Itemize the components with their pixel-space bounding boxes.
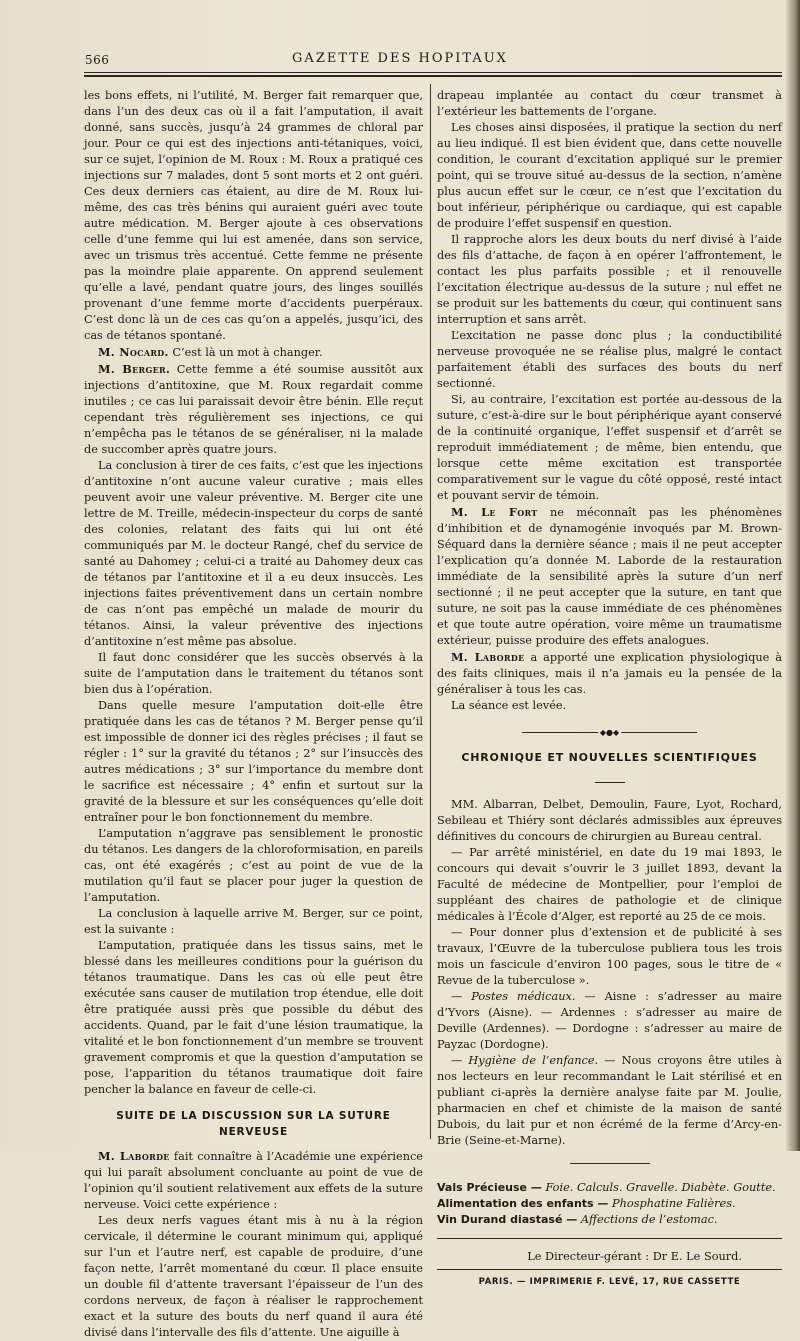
advertisement-line bbox=[437, 1212, 782, 1228]
news-item bbox=[437, 1053, 782, 1149]
speaker-name: M. Berger. bbox=[98, 362, 171, 376]
page-edge-shadow bbox=[786, 0, 800, 1151]
paragraph: Si, au contraire, l’excitation est portée au-dessous de la suture, c’est-à-dire sur le bout périphérique ayant conservé de la continuité organique, l’effet suspensif et d’arrêt se reproduit immédiatement ; de même, bien entendu, que lorsque cette même excitation est transportée comparativement sur le vague du côté opposé, resté intact et pouvant servir de témoin. bbox=[437, 393, 782, 502]
header-rule-thick bbox=[84, 75, 782, 77]
news-item: — Par arrêté ministériel, en date du 19 mai 1893, le concours qui devait s’ouvrir le 3 juillet 1893, devant la Faculté de médecine de Montpellier, pour l’emploi de suppléant des chaires de pathologie et de clinique médicales à l’École d’Alger, est reporté au 25 de ce mois. bbox=[437, 846, 782, 923]
footer-rule bbox=[437, 1238, 782, 1239]
ad-product: Alimentation des enfants — bbox=[437, 1197, 609, 1210]
divider-rule bbox=[570, 1163, 650, 1164]
paragraph: L’excitation ne passe donc plus ; la conductibilité nerveuse provoquée ne se réalise plus, malgré le contact parfaitement établi des surfaces des bouts du nerf sectionné. bbox=[437, 329, 782, 390]
paragraph bbox=[437, 649, 782, 698]
paragraph: L’amputation, pratiquée dans les tissus sains, met le blessé dans les meilleures conditions pour la guérison du tétanos traumatique. Dans les cas où elle peut être exécutée sans causer de mutilation trop étendue, elle doit être pratiquée aussi près que possible du début des accidents. Quand, par le fait d’une lésion traumatique, la vitalité et le bon fonctionnement d’un membre se trouvent gravement compromis et que la question d’amputation se pose, l’apparition du tétanos traumatique doit faire pencher la balance en faveur de celle-ci. bbox=[84, 939, 423, 1096]
paragraph: La conclusion à laquelle arrive M. Berger, sur ce point, est la suivante : bbox=[84, 907, 423, 936]
ad-description: Affections de l’estomac. bbox=[577, 1213, 718, 1226]
news-item-title: — Hygiène de l’enfance. bbox=[451, 1054, 599, 1067]
ad-description: Phosphatine Falières. bbox=[608, 1197, 736, 1210]
advertisement-line bbox=[437, 1196, 782, 1212]
page-number: 566 bbox=[85, 53, 110, 67]
director-signature: Le Directeur-gérant : Dr E. Le Sourd. bbox=[527, 1250, 742, 1263]
paragraph: drapeau implantée au contact du cœur transmet à l’extérieur les battements de l’organe. bbox=[437, 89, 782, 118]
header-rule bbox=[84, 72, 782, 73]
ad-product: Vals Précieuse — bbox=[437, 1181, 542, 1194]
paragraph: Les deux nerfs vagues étant mis à nu à la région cervicale, il détermine le courant minimum qui, appliqué sur l’un et l’autre nerf, est capable de produire, d’une façon nette, l’arrêt momentané du cœur. Il place ensuite un double fil d’attente traversant l’épaisseur de l’un des cordons nerveux, de façon à réaliser le rapprochement exact et la suture des bouts du nerf quand il aura été divisé dans l’intervalle des fils d’attente. Une aiguille à bbox=[84, 1214, 423, 1339]
paragraph: Les choses ainsi disposées, il pratique la section du nerf au lieu indiqué. Il est bien évident que, dans cette nouvelle condition, le courant d’excitation appliqué sur le premier point, qui se trouve situé au-dessus de la section, n’amène plus aucun effet sur le cœur, ce n’est que l’excitation du bout inférieur, périphérique ou cardiaque, qui est capable de produire l’effet suspensif en question. bbox=[437, 121, 782, 230]
paragraph: Il faut donc considérer que les succès observés à la suite de l’amputation dans le traitement du tétanos sont bien dus à l’opération. bbox=[84, 651, 423, 696]
paragraph bbox=[84, 1148, 423, 1213]
news-item-title: — Postes médicaux. bbox=[451, 990, 576, 1003]
paragraph: La séance est levée. bbox=[451, 699, 567, 712]
right-column bbox=[437, 88, 782, 1290]
speaker-name: M. Le Fort bbox=[451, 505, 538, 519]
paragraph: L’amputation n’aggrave pas sensiblement le pronostic du tétanos. Les dangers de la chloroformisation, en pareils cas, ont été exagérés ; c’est au point de vue de la mutilation qu’il faut se placer pour juger la question de l’amputation. bbox=[84, 827, 423, 904]
news-item: — Pour donner plus d’extension et de publicité à ses travaux, l’Œuvre de la tuberculose publiera tous les trois mois un fascicule d’environ 100 pages, sous le titre de « Revue de la tuberculose ». bbox=[437, 926, 782, 987]
speaker-name: M. Laborde bbox=[451, 650, 525, 664]
paragraph bbox=[84, 361, 423, 458]
paragraph: les bons effets, ni l’utilité, M. Berger fait remarquer que, dans l’un des deux cas où il a fait l’amputation, il avait donné, sans succès, jusqu’à 24 grammes de chloral par jour. Pour ce qui est des injections anti-tétaniques, voici, sur ce sujet, l’opinion de M. Roux : M. Roux a pratiqué ces injections sur 7 malades, dont 5 sont morts et 2 ont guéri. Ces deux derniers cas étaient, au dire de M. Roux lui-même, des cas très bénins qui auraient guéri avec toute autre médication. M. Berger ajoute à ces observations celle d’une femme qui lui est amenée, dans son service, avec un trismus très accentué. Cette femme ne présente pas la moindre plaie apparente. On apprend seulement qu’elle a lavé, pendant quatre jours, des linges souillés provenant d’une femme morte d’accidents puerpéraux. C’est donc là un de ces cas qu’on a appelés, jusqu’ici, des cas de tétanos spontané. bbox=[84, 89, 423, 342]
left-column bbox=[84, 88, 423, 1341]
paragraph-text: fait connaître à l’Académie une expérience qui lui paraît absolument concluante au point de vue de l’opinion qu’il soutient relativement aux effets de la suture nerveuse. Voici cette expérience : bbox=[84, 1150, 423, 1211]
speaker-name: M. Nocard. bbox=[98, 345, 169, 359]
column-divider bbox=[430, 84, 431, 1139]
news-item-text: — Aisne : s’adresser au maire d’Yvors (Aisne). — Ardennes : s’adresser au maire de Deville (Ardennes). — Dordogne : s’adresser au maire de Payzac (Dordogne). bbox=[437, 990, 782, 1051]
paragraph: Dans quelle mesure l’amputation doit-elle être pratiquée dans les cas de tétanos ? M. Berger pense qu’il est impossible de donner ici des règles précises ; il faut se régler : 1° sur la gravité du tétanos ; 2° sur l’insuccès des autres médications ; 3° sur l’importance du membre dont le sacrifice est nécessaire ; 4° enfin et surtout sur la gravité de la blessure et sur les conséquences qu’elle doit entraîner pour le bon fonctionnement du membre. bbox=[84, 699, 423, 824]
footer-rule bbox=[437, 1269, 782, 1270]
news-item: MM. Albarran, Delbet, Demoulin, Faure, Lyot, Rochard, Sebileau et Thiéry sont déclarés admissibles aux épreuves définitives du concours de chirurgien au Bureau central. bbox=[437, 798, 782, 843]
chronique-heading: CHRONIQUE ET NOUVELLES SCIENTIFIQUES bbox=[461, 751, 758, 764]
paragraph-text: C’est là un mot à changer. bbox=[168, 346, 323, 359]
news-item-text: — Nous croyons être utiles à nos lecteurs en leur recommandant le Lait stérilisé et en publiant ci-après la dernière analyse faite par M. Joulie, pharmacien en chef et chimiste de la maison de santé Dubois, du lait pur et non écrémé de la ferme d’Arcy-en-Brie (Seine-et-Marne). bbox=[437, 1054, 782, 1147]
paragraph-text: a apporté une explication physiologique à des faits cliniques, mais il n’a jamais eu la pensée de la généraliser à tous les cas. bbox=[437, 651, 782, 696]
paragraph-text: ne méconnaît pas les phénomènes d’inhibition et de dynamogénie invoqués par M. Brown-Séquard dans la dernière séance ; mais il ne peut accepter l’explication qu’a donnée M. Laborde de la restauration immédiate de la sensibilité après la suture d’un nerf sectionné ; il ne peut accepter que la suture, en tant que suture, ne soit pas la cause immédiate de ces phénomènes et que toute autre opération, voire même un traumatisme extérieur, puisse produire des effets analogues. bbox=[437, 506, 783, 647]
speaker-name: M. Laborde bbox=[98, 1149, 170, 1163]
ad-description: Foie. Calculs. Gravelle. Diabète. Goutte. bbox=[541, 1181, 776, 1194]
section-ornament bbox=[437, 728, 782, 738]
advertisement-line bbox=[437, 1180, 782, 1196]
paragraph bbox=[84, 344, 423, 361]
running-head: GAZETTE DES HOPITAUX bbox=[292, 51, 508, 66]
paragraph: La conclusion à tirer de ces faits, c’est que les injections d’antitoxine n’ont aucune valeur curative ; mais elles peuvent avoir une valeur préventive. M. Berger cite une lettre de M. Treille, médecin-inspecteur du corps de santé des colonies, relatant des faits qui lui ont été communiqués par M. le docteur Rangé, chef du service de santé au Dahomey ; celui-ci a traité au Dahomey deux cas de tétanos par l’antitoxine et il a eu deux insuccès. Les injections faites préventivement dans un certain nombre de cas n’ont pas empêché un malade de mourir du tétanos. Ainsi, la valeur préventive des injections d’antitoxine n’est même pas absolue. bbox=[84, 459, 423, 648]
section-heading: SUITE DE LA DISCUSSION SUR LA SUTURE NERVEUSE bbox=[116, 1110, 391, 1138]
heading-rule bbox=[595, 782, 625, 783]
paragraph-text: Cette femme a été soumise aussitôt aux injections d’antitoxine, que M. Roux regardait comme inutiles ; ce cas lui paraissait devoir être bénin. Elle reçut cependant très régulièrement ses injections, ce qui n’empêcha pas le tétanos de se généraliser, ni la malade de succomber après quatre jours. bbox=[84, 363, 423, 456]
ornament-glyph: ◆●◆ bbox=[599, 728, 620, 737]
paragraph: Il rapproche alors les deux bouts du nerf divisé à l’aide des fils d’attache, de façon à en opérer l’affrontement, le contact les plus parfaits possible ; et il renouvelle l’excitation électrique au-dessus de la suture ; nul effet ne se produit sur les battements du cœur, qui continuent sans interruption et sans arrêt. bbox=[437, 233, 782, 326]
paragraph bbox=[437, 504, 782, 649]
ad-product: Vin Durand diastasé — bbox=[437, 1213, 578, 1226]
news-item bbox=[437, 989, 782, 1053]
printer-imprint: PARIS. — IMPRIMERIE F. LEVÉ, 17, RUE CASSETTE bbox=[478, 1277, 741, 1287]
